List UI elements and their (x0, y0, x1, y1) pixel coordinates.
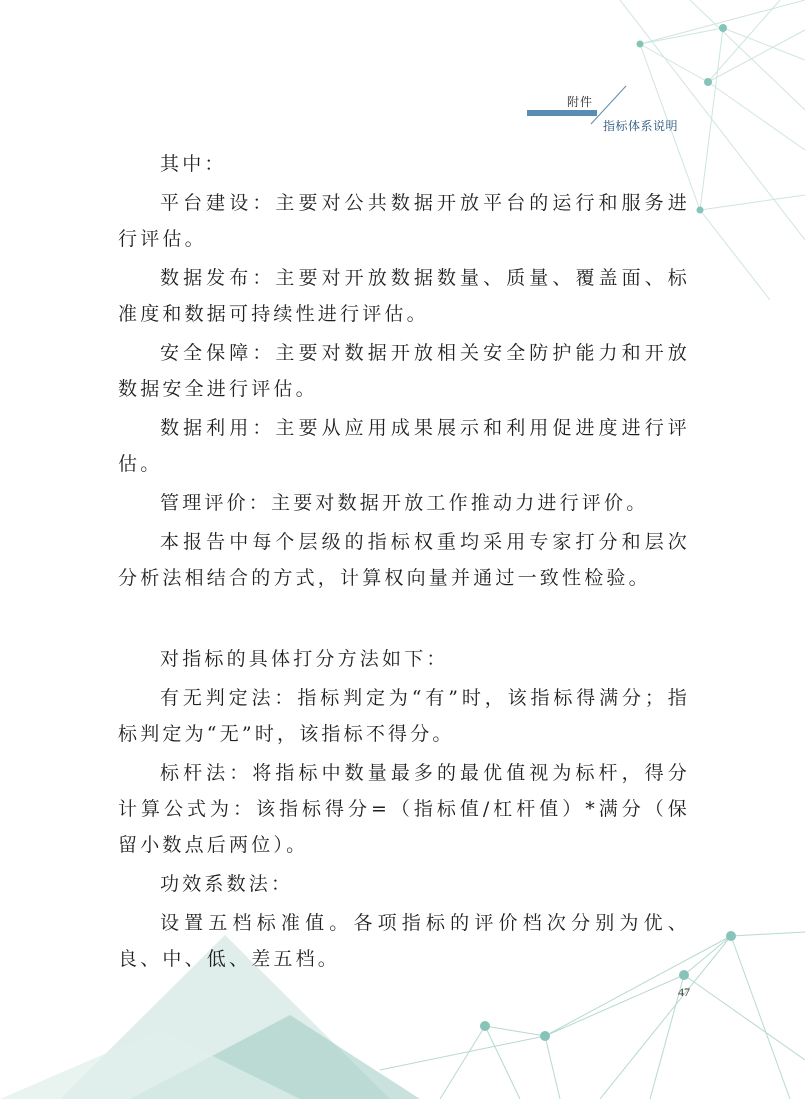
paragraph: 有无判定法：指标判定为“有”时，该指标得满分；指标判定为“无”时，该指标不得分。 (118, 687, 690, 745)
header-accent-bar (527, 110, 597, 116)
paragraph: 标杆法：将指标中数量最多的最优值视为标杆，得分计算公式为：该指标得分=（指标值/杠杆值）*满分（保留小数点后两位）。 (118, 762, 690, 856)
paragraph: 平台建设：主要对公共数据开放平台的运行和服务进行评估。 (118, 192, 690, 250)
paragraph: 数据发布：主要对开放数据数量、质量、覆盖面、标准度和数据可持续性进行评估。 (118, 267, 690, 325)
paragraph: 其中： (160, 153, 227, 175)
paragraph: 设置五档标准值。各项指标的评价档次分别为优、良、中、低、差五档。 (118, 912, 690, 970)
paragraph: 对指标的具体打分方法如下： (160, 648, 449, 670)
body-text (118, 146, 690, 980)
section-gap (118, 599, 690, 641)
paragraph: 本报告中每个层级的指标权重均采用专家打分和层次分析法相结合的方式，计算权向量并通过一致性检验。 (118, 531, 690, 589)
paragraph: 数据利用：主要从应用成果展示和利用促进度进行评估。 (118, 417, 690, 475)
attachment-label: 附件 (567, 95, 594, 109)
paragraph: 安全保障：主要对数据开放相关安全防护能力和开放数据安全进行评估。 (118, 342, 690, 400)
page-number: 47 (678, 985, 690, 999)
paragraph: 管理评价：主要对数据开放工作推动力进行评价。 (160, 492, 649, 514)
paragraph: 功效系数法： (160, 873, 294, 895)
section-title: 指标体系说明 (603, 119, 679, 133)
